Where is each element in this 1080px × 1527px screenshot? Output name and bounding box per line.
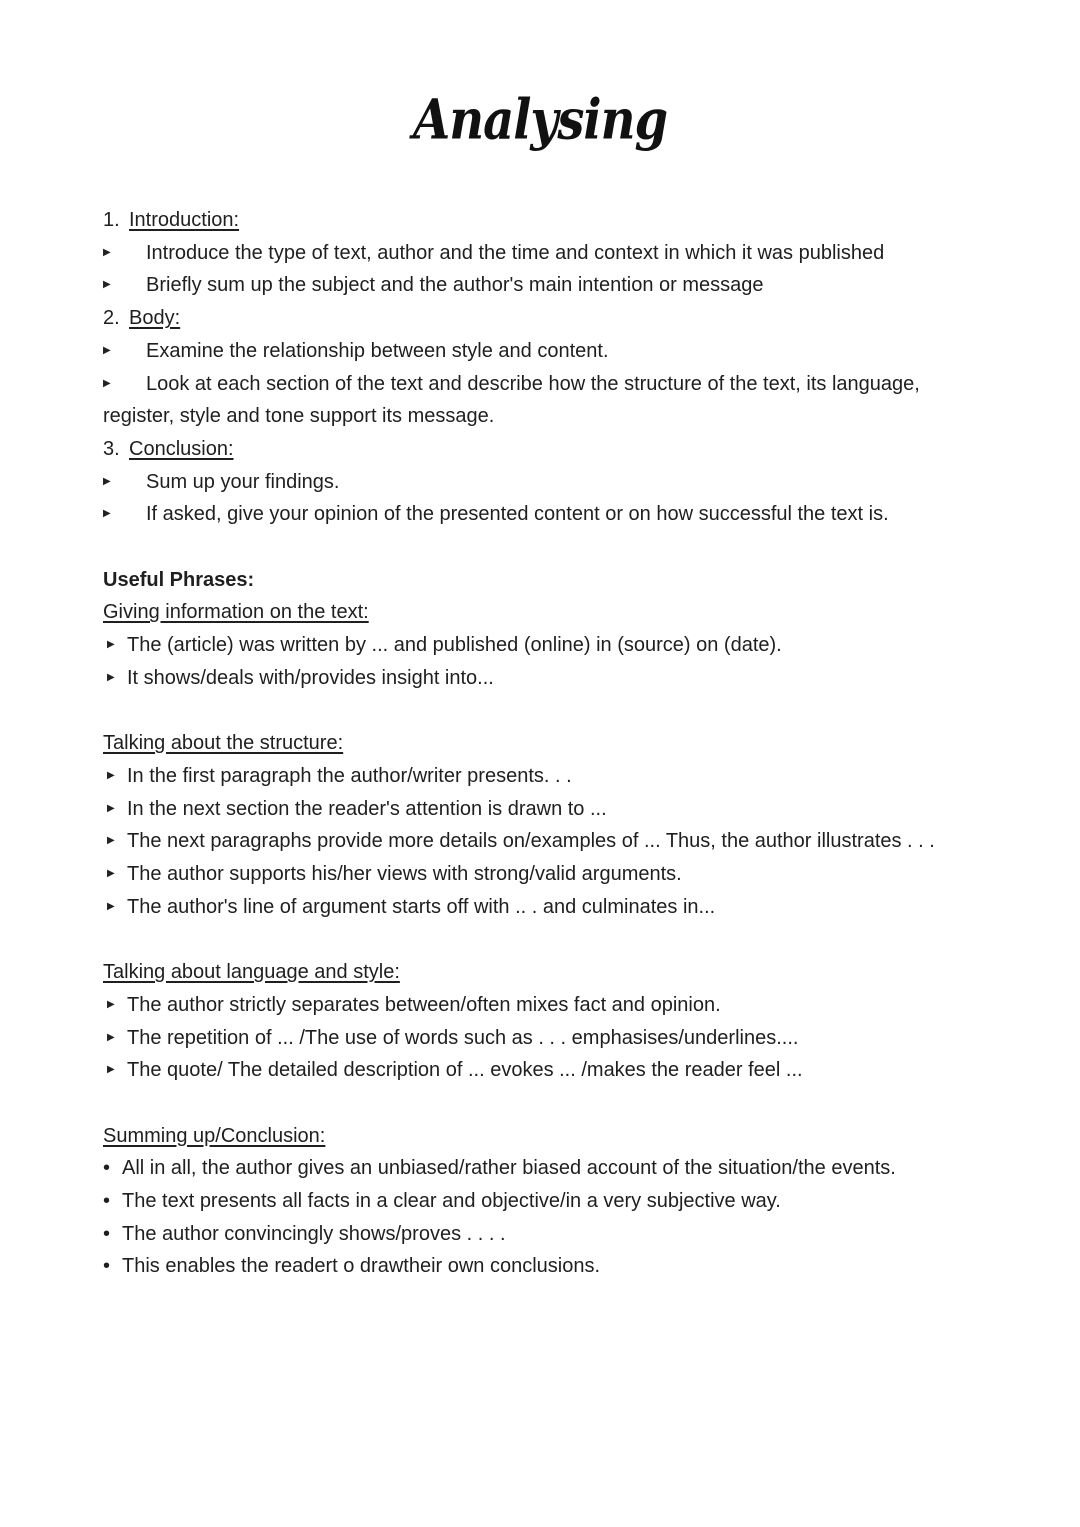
phrase-item: ▶ It shows/deals with/provides insight into... [103, 662, 963, 695]
summary-item: • All in all, the author gives an unbiased/rather biased account of the situation/the events. [103, 1152, 963, 1185]
summary-item: • The text presents all facts in a clear and objective/in a very subjective way. [103, 1185, 963, 1218]
step-point: ▶ Introduce the type of text, author and the time and context in which it was published [103, 237, 963, 270]
triangle-bullet-icon: ▶ [107, 1064, 115, 1076]
triangle-bullet-icon: ▶ [103, 377, 111, 389]
step-number: 1. [103, 209, 120, 231]
phrase-item: ▶ The author supports his/her views with strong/valid arguments. [103, 858, 963, 891]
step-introduction [103, 204, 963, 237]
step-point: ▶ Briefly sum up the subject and the author's main intention or message [103, 269, 963, 302]
dot-bullet-icon: • [103, 1222, 111, 1245]
useful-phrases-heading: Useful Phrases: [103, 568, 255, 591]
phrase-item: ▶ The author strictly separates between/often mixes fact and opinion. [103, 989, 963, 1022]
phrase-item: ▶ In the first paragraph the author/writer presents. . . [103, 760, 963, 793]
step-heading: Body: [129, 307, 181, 330]
section-heading-summing-up: Summing up/Conclusion: [103, 1124, 326, 1147]
section-heading-language-style: Talking about language and style: [103, 961, 400, 984]
summary-item: • The author convincingly shows/proves . . . . [103, 1218, 963, 1251]
dot-bullet-icon: • [103, 1157, 111, 1180]
phrase-item: ▶ The quote/ The detailed description of ... evokes ... /makes the reader feel ... [103, 1054, 963, 1087]
step-point: ▶ If asked, give your opinion of the presented content or on how successful the text is. [103, 498, 963, 531]
triangle-bullet-icon: ▶ [103, 508, 111, 520]
triangle-bullet-icon: ▶ [107, 1031, 115, 1043]
triangle-bullet-icon: ▶ [107, 835, 115, 847]
step-point: ▶ Look at each section of the text and describe how the structure of the text, its language, [103, 368, 963, 401]
step-number: 2. [103, 307, 120, 330]
triangle-bullet-icon: ▶ [103, 475, 111, 487]
phrase-item: ▶ The author's line of argument starts off with .. . and culminates in... [103, 891, 963, 924]
step-point-continuation: register, style and tone support its message. [103, 405, 495, 428]
triangle-bullet-icon: ▶ [107, 998, 115, 1010]
document-body [103, 204, 963, 1283]
step-heading: Introduction: [129, 209, 240, 231]
triangle-bullet-icon: ▶ [107, 671, 115, 683]
triangle-bullet-icon: ▶ [107, 639, 115, 651]
step-conclusion [103, 433, 963, 466]
phrase-item: ▶ The next paragraphs provide more details on/examples of ... Thus, the author illustrates . . . [103, 825, 963, 858]
triangle-bullet-icon: ▶ [103, 246, 111, 258]
summary-item: • This enables the readert o drawtheir own conclusions. [103, 1250, 963, 1283]
triangle-bullet-icon: ▶ [107, 802, 115, 814]
step-body [103, 302, 963, 335]
section-heading-information: Giving information on the text: [103, 601, 369, 624]
dot-bullet-icon: • [103, 1190, 111, 1213]
triangle-bullet-icon: ▶ [107, 868, 115, 880]
step-point: ▶ Examine the relationship between style and content. [103, 335, 963, 368]
section-heading-structure: Talking about the structure: [103, 732, 344, 755]
dot-bullet-icon: • [103, 1255, 111, 1278]
step-heading: Conclusion: [129, 437, 234, 460]
step-number: 3. [103, 437, 120, 460]
triangle-bullet-icon: ▶ [103, 279, 111, 291]
triangle-bullet-icon: ▶ [103, 344, 111, 356]
phrase-item: ▶ The (article) was written by ... and published (online) in (source) on (date). [103, 629, 963, 662]
phrase-item: ▶ The repetition of ... /The use of words such as . . . emphasises/underlines.... [103, 1022, 963, 1055]
triangle-bullet-icon: ▶ [107, 900, 115, 912]
page-title: Analysing [412, 87, 668, 153]
triangle-bullet-icon: ▶ [107, 769, 115, 781]
phrase-item: ▶ In the next section the reader's attention is drawn to ... [103, 793, 963, 826]
step-point: ▶ Sum up your findings. [103, 466, 963, 499]
